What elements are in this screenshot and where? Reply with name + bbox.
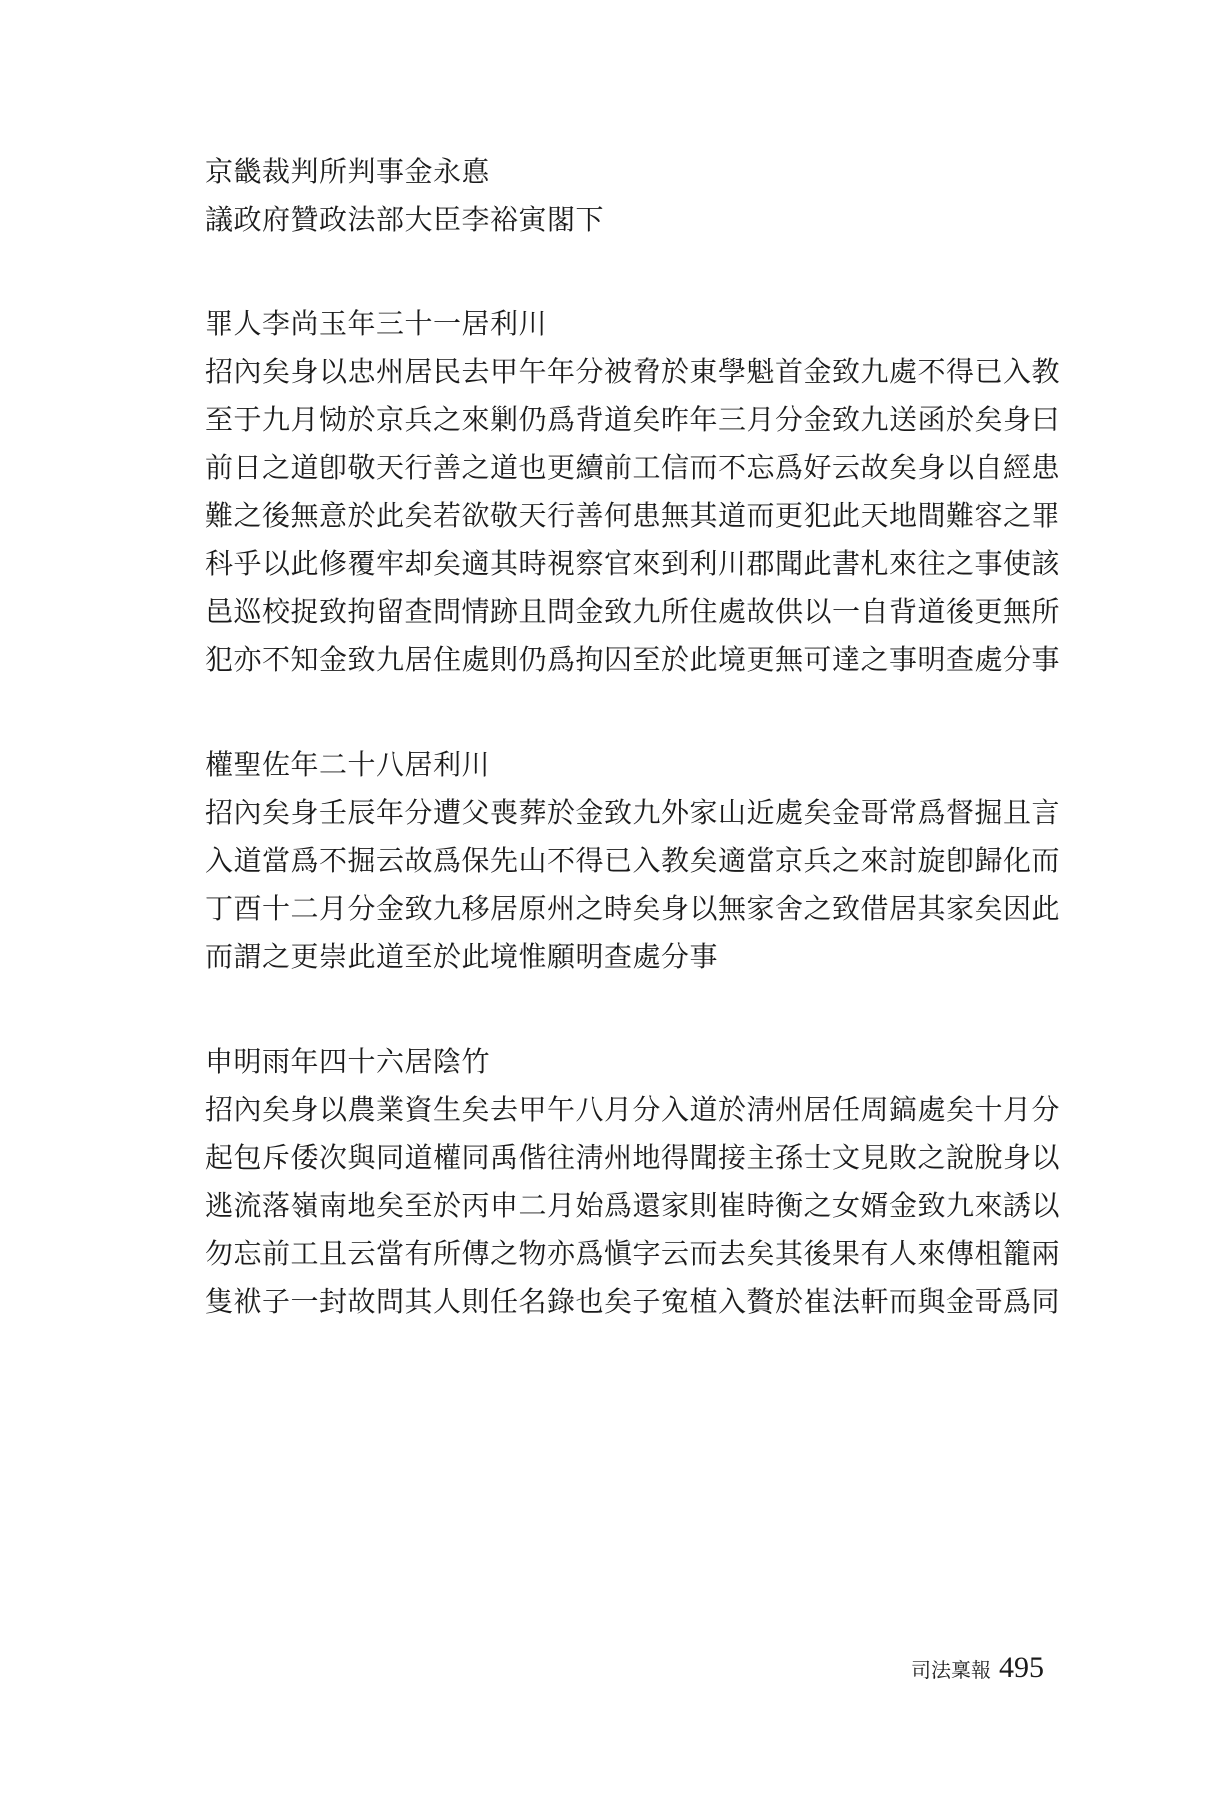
journal-title: 司法稟報	[911, 1658, 991, 1682]
section-text-line: 邑巡校捉致拘留查問情跡且問金致九所住處故供以一自背道後更無所	[205, 595, 1061, 628]
section-text-line: 招內矣身壬辰年分遭父喪葬於金致九外家山近處矣金哥常爲督掘且言	[205, 796, 1061, 829]
section-text-line: 而謂之更崇此道至於此境惟願明查處分事	[205, 940, 719, 973]
section-text-line: 逃流落嶺南地矣至於丙申二月始爲還家則崔時衡之女婿金致九來誘以	[205, 1189, 1061, 1222]
page-footer	[911, 1650, 1044, 1688]
section-text-line: 至于九月恸於京兵之來剿仍爲背道矣昨年三月分金致九送函於矣身曰	[205, 403, 1061, 436]
section-heading: 罪人李尚玉年三十一居利川	[205, 307, 548, 340]
section-text-line: 招內矣身以忠州居民去甲午年分被脅於東學魁首金致九處不得已入教	[205, 355, 1061, 388]
section-text-line: 丁酉十二月分金致九移居原州之時矣身以無家舍之致借居其家矣因此	[205, 892, 1061, 925]
section-text-line: 勿忘前工且云當有所傳之物亦爲愼字云而去矣其後果有人來傳柤籠兩	[205, 1237, 1061, 1270]
section-text-line: 隻袱子一封故問其人則任名錄也矣子寃植入贅於崔法軒而與金哥爲同	[205, 1285, 1061, 1318]
header-line-addressee: 議政府贊政法部大臣李裕寅閣下	[205, 203, 605, 236]
header-line-judge: 京畿裁判所判事金永悳	[205, 155, 491, 188]
page-number: 495	[999, 1651, 1044, 1684]
section-heading: 權聖佐年二十八居利川	[205, 748, 491, 781]
section-text-line: 入道當爲不掘云故爲保先山不得已入教矣適當京兵之來討旋卽歸化而	[205, 844, 1061, 877]
section-text-line: 難之後無意於此矣若欲敬天行善何患無其道而更犯此天地間難容之罪	[205, 499, 1061, 532]
section-text-line: 起包斥倭次與同道權同禹偕往淸州地得聞接主孫士文見敗之說脫身以	[205, 1141, 1061, 1174]
section-text-line: 前日之道卽敬天行善之道也更續前工信而不忘爲好云故矣身以自經患	[205, 451, 1061, 484]
section-text-line: 犯亦不知金致九居住處則仍爲拘囚至於此境更無可達之事明查處分事	[205, 643, 1061, 676]
section-heading: 申明雨年四十六居陰竹	[205, 1045, 491, 1078]
section-text-line: 科乎以此修覆牢却矣適其時視察官來到利川郡聞此書札來往之事使該	[205, 547, 1061, 580]
section-text-line: 招內矣身以農業資生矣去甲午八月分入道於淸州居任周鎬處矣十月分	[205, 1093, 1061, 1126]
